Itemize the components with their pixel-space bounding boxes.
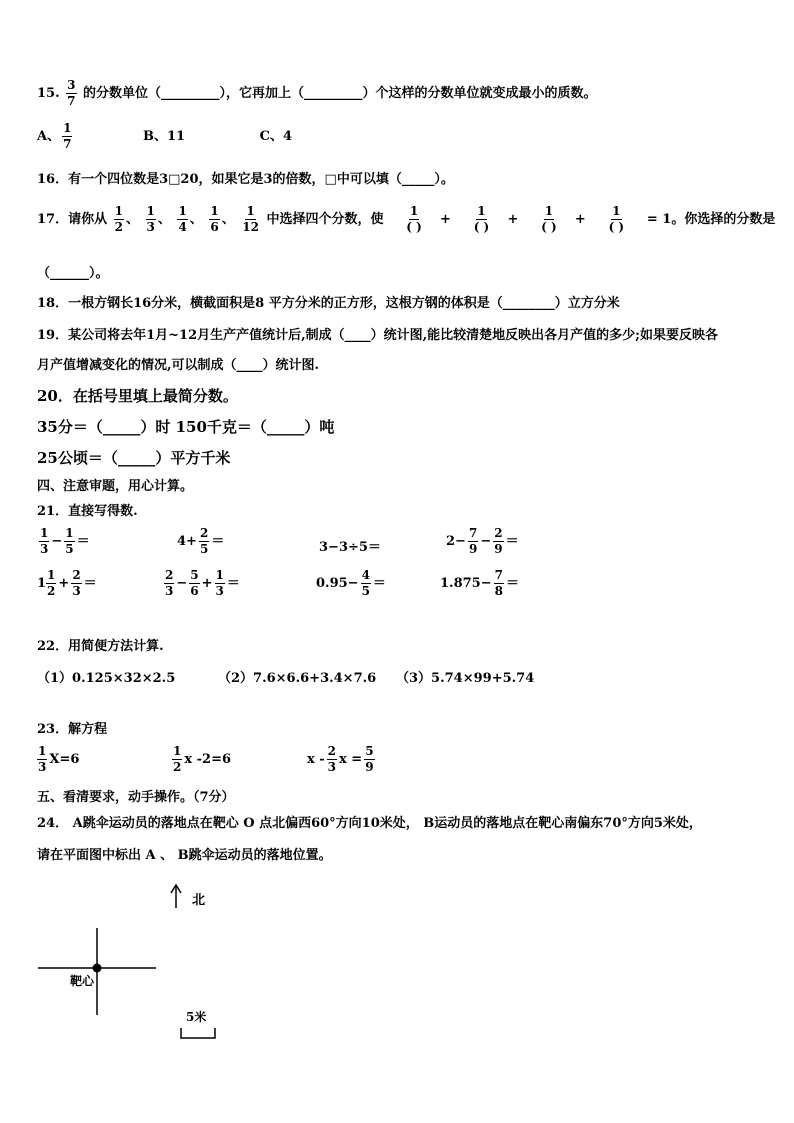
question-17: 17．请你从 $\frac{1}{2}$ 、 $\frac{1}{3}$ 、 $\frac{1}{4}$ 、 $\frac{1}{6}$ 、 $\frac{1}{12}$ 中选择四个分数，使 $\frac{1}{( )}$ + $\frac{1}{( )}$ + $\frac{1}{( )}$ + $\frac{1}{( )}$ = 1。你选择的分数是 xyxy=(37,204,776,234)
q23-equation-3: x - $\frac{2}{3}$ x = $\frac{5}{9}$ xyxy=(307,744,374,774)
question-24-line-1: 24． A跳伞运动员的落地点在靶心 O 点北偏西60°方向10米处， B运动员的落地点在靶心南偏东70°方向5米处， xyxy=(37,816,702,831)
q21-item-2: 4+ $\frac{2}{5}$ ＝ xyxy=(177,526,225,556)
q15-options xyxy=(37,121,292,152)
question-19-line-1: 19．某公司将去年1月~12月生产产值统计后,制成（____）统计图,能比较清楚地反映出各月产值的多少;如果要反映各 xyxy=(37,328,718,343)
north-arrow-icon xyxy=(171,885,181,908)
question-15 xyxy=(37,78,597,109)
q17-answer-line: （______）。 xyxy=(37,266,109,281)
q17-blank-fraction: $\frac{1}{( )}$ xyxy=(406,204,422,234)
question-22-title: 22．用简便方法计算. xyxy=(37,639,164,654)
q15-option-b: B、11 xyxy=(142,129,186,144)
q15-option-a: A、 $\frac{1}{7}$ xyxy=(37,121,72,151)
q21-item-1: $\frac{1}{3}$ − $\frac{1}{5}$ ＝ xyxy=(40,526,90,556)
q21-item-5: 1 $\frac{1}{2}$ + $\frac{2}{3}$ ＝ xyxy=(37,568,97,598)
q21-item-3: 3−3÷5＝ xyxy=(319,540,381,555)
question-18: 18．一根方钢长16分米，横截面积是8 平方分米的正方形，这根方钢的体积是（________）立方分米 xyxy=(37,296,620,311)
scale-bar xyxy=(181,1028,215,1038)
q17-blank-fraction: $\frac{1}{( )}$ xyxy=(541,204,557,234)
section-4-title: 四、注意审题，用心计算。 xyxy=(37,479,194,494)
scale-label: 5米 xyxy=(186,1010,207,1024)
question-19-line-2: 月产值增减变化的情况,可以制成（____）统计图. xyxy=(37,358,320,373)
north-label: 北 xyxy=(192,893,206,908)
q21-item-6: $\frac{2}{3}$ − $\frac{5}{6}$ + $\frac{1}{3}$ ＝ xyxy=(165,568,240,598)
q15-number: 15. xyxy=(37,86,60,101)
question-21-title: 21．直接写得数. xyxy=(37,504,138,519)
q22-part-1: （1）0.125×32×2.5 xyxy=(37,671,176,686)
q21-item-4: 2− $\frac{7}{9}$ − $\frac{2}{9}$ ＝ xyxy=(446,526,519,556)
q15-fraction: $\frac{3}{7}$ xyxy=(67,78,76,108)
q23-equation-2: $\frac{1}{2}$ x -2=6 xyxy=(173,744,232,774)
question-20-line-1: 35分＝（_____）时 150千克＝（_____）吨 xyxy=(37,418,335,436)
question-20-title: 20．在括号里填上最简分数。 xyxy=(37,387,238,405)
q17-blank-fraction: $\frac{1}{( )}$ xyxy=(473,204,490,234)
q22-part-3: （3）5.74×99+5.74 xyxy=(396,671,535,686)
question-16: 16．有一个四位数是3□20，如果它是3的倍数，□中可以填（_____）。 xyxy=(37,172,454,187)
q21-item-8: 1.875− $\frac{7}{8}$ ＝ xyxy=(440,568,519,598)
q15-option-c: C、4 xyxy=(259,129,293,144)
q15-text: 的分数单位（_________），它再加上（_________）个这样的分数单位就变成最小的质数。 xyxy=(83,86,597,101)
q22-part-2: （2）7.6×6.6+3.4×7.6 xyxy=(218,671,377,686)
q21-item-7: 0.95− $\frac{4}{5}$ ＝ xyxy=(316,568,386,598)
question-20-line-2: 25公顷＝（_____）平方千米 xyxy=(37,449,231,467)
question-23-title: 23．解方程 xyxy=(37,722,108,737)
target-center-label: 靶心 xyxy=(70,974,95,988)
q17-blank-fraction: $\frac{1}{( )}$ xyxy=(608,204,625,234)
crosshair xyxy=(38,928,156,1015)
target-diagram xyxy=(0,870,300,1060)
q23-equation-1: $\frac{1}{3}$ X=6 xyxy=(38,744,80,774)
section-5-title: 五、看清要求，动手操作。（7分） xyxy=(37,790,235,805)
question-24-line-2: 请在平面图中标出 A 、 B跳伞运动员的落地位置。 xyxy=(37,848,332,863)
